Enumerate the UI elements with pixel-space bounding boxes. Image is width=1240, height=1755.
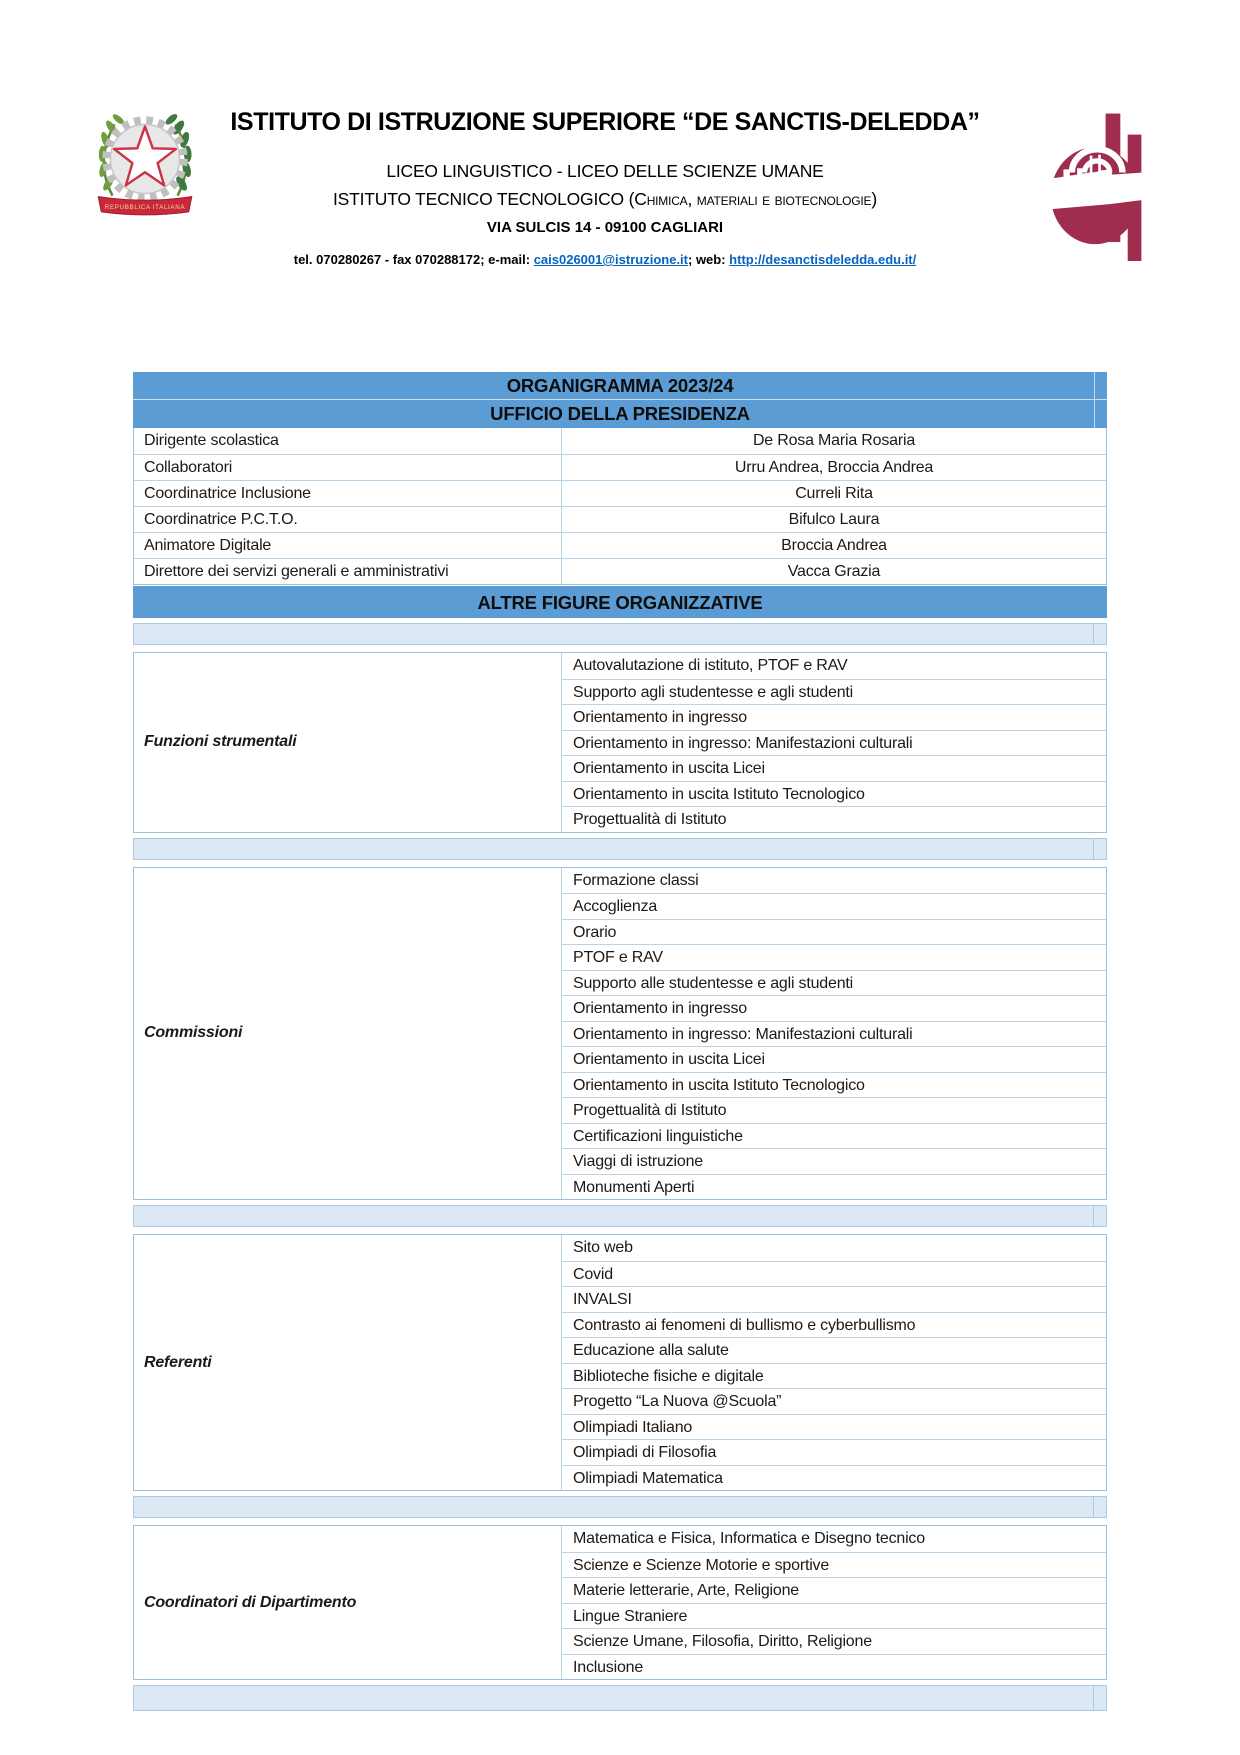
list-item: Scienze e Scienze Motorie e sportive: [562, 1552, 1106, 1578]
table-row: [134, 532, 1106, 558]
spacer-row: [133, 838, 1107, 860]
letterhead: [0, 0, 1240, 320]
list-item: Supporto alle studentesse e agli studenti: [562, 970, 1106, 996]
list-item: Olimpiadi Matematica: [562, 1465, 1106, 1491]
name-cell: Curreli Rita: [561, 481, 1106, 506]
section-label: Commissioni: [144, 1024, 243, 1042]
spacer-row: [133, 1496, 1107, 1518]
spacer-row: [133, 1205, 1107, 1227]
name-cell: Urru Andrea, Broccia Andrea: [561, 455, 1106, 480]
name-cell: De Rosa Maria Rosaria: [561, 428, 1106, 454]
role-cell: Coordinatrice Inclusione: [144, 485, 311, 502]
list-item: Autovalutazione di istituto, PTOF e RAV: [573, 657, 848, 674]
section-items: [561, 868, 1106, 1200]
list-item: Covid: [562, 1261, 1106, 1287]
list-item: PTOF e RAV: [562, 944, 1106, 970]
presidency-rows: [133, 428, 1107, 585]
list-item: Supporto agli studentesse e agli studenti: [562, 679, 1106, 705]
list-item: Materie letterarie, Arte, Religione: [562, 1577, 1106, 1603]
section-commissioni: [133, 867, 1107, 1201]
name-cell: Bifulco Laura: [561, 507, 1106, 532]
website-link[interactable]: http://desanctisdeledda.edu.it/: [729, 252, 917, 267]
list-item: Viaggi di istruzione: [562, 1148, 1106, 1174]
school-line2: ISTITUTO TECNICO TECNOLOGICO (Chimica, materiali e biotecnologie): [333, 189, 877, 209]
list-item: Sito web: [573, 1239, 633, 1256]
role-cell: Coordinatrice P.C.T.O.: [144, 511, 298, 528]
email-link[interactable]: cais026001@istruzione.it: [533, 252, 688, 267]
list-item: Orientamento in uscita Licei: [562, 755, 1106, 781]
table-row: [134, 506, 1106, 532]
table-row: [134, 454, 1106, 480]
list-item: Orientamento in uscita Istituto Tecnologico: [562, 781, 1106, 807]
spacer-row: [133, 1685, 1107, 1711]
name-cell: Vacca Grazia: [561, 559, 1106, 584]
section-label: Funzioni strumentali: [144, 733, 297, 751]
list-item: Educazione alla salute: [562, 1337, 1106, 1363]
table-title-organigramma: ORGANIGRAMMA 2023/24: [133, 372, 1107, 400]
list-item: Orientamento in uscita Istituto Tecnologico: [562, 1072, 1106, 1098]
table-row: [134, 428, 1106, 454]
list-item: Olimpiadi di Filosofia: [562, 1439, 1106, 1465]
sections-container: [133, 623, 1107, 1711]
list-item: Contrasto ai fenomeni di bullismo e cyberbullismo: [562, 1312, 1106, 1338]
list-item: Matematica e Fisica, Informatica e Disegno tecnico: [573, 1530, 925, 1547]
list-item: Orientamento in ingresso: Manifestazioni culturali: [562, 1021, 1106, 1047]
list-item: Orario: [562, 919, 1106, 945]
list-item: Orientamento in ingresso: [562, 704, 1106, 730]
list-item: Orientamento in ingresso: [562, 995, 1106, 1021]
list-item: Progetto “La Nuova @Scuola”: [562, 1388, 1106, 1414]
list-item: Olimpiadi Italiano: [562, 1414, 1106, 1440]
section-coordinatori-di-dipartimento: [133, 1525, 1107, 1680]
list-item: Scienze Umane, Filosofia, Diritto, Religione: [562, 1628, 1106, 1654]
list-item: Inclusione: [562, 1654, 1106, 1680]
altre-figure-header: ALTRE FIGURE ORGANIZZATIVE: [133, 585, 1107, 618]
name-cell: Broccia Andrea: [561, 533, 1106, 558]
list-item: Progettualità di Istituto: [562, 1097, 1106, 1123]
section-label: Coordinatori di Dipartimento: [144, 1593, 357, 1611]
spacer-row: [133, 623, 1107, 645]
list-item: Progettualità di Istituto: [562, 806, 1106, 832]
school-logo-icon: [1038, 103, 1190, 261]
table-row: [134, 558, 1106, 584]
role-cell: Dirigente scolastica: [144, 432, 279, 449]
school-line1: LICEO LINGUISTICO - LICEO DELLE SCIENZE UMANE: [386, 161, 824, 181]
school-name: ISTITUTO DI ISTRUZIONE SUPERIORE “DE SANCTIS-DELEDDA”: [230, 108, 980, 136]
table-title-presidenza: UFFICIO DELLA PRESIDENZA: [133, 400, 1107, 428]
section-label: Referenti: [144, 1353, 212, 1371]
section-items: [561, 1235, 1106, 1490]
list-item: Accoglienza: [562, 893, 1106, 919]
role-cell: Direttore dei servizi generali e amministrativi: [144, 563, 449, 580]
section-items: [561, 1526, 1106, 1679]
emblem-banner-text: REPUBBLICA ITALIANA: [104, 203, 186, 211]
role-cell: Animatore Digitale: [144, 537, 272, 554]
list-item: Orientamento in uscita Licei: [562, 1046, 1106, 1072]
list-item: Orientamento in ingresso: Manifestazioni culturali: [562, 730, 1106, 756]
list-item: INVALSI: [562, 1286, 1106, 1312]
list-item: Formazione classi: [573, 871, 699, 889]
table-row: [134, 480, 1106, 506]
section-funzioni-strumentali: [133, 652, 1107, 833]
role-cell: Collaboratori: [144, 459, 233, 476]
list-item: Biblioteche fisiche e digitale: [562, 1363, 1106, 1389]
letterhead-text: [205, 108, 1005, 267]
italian-republic-emblem-icon: [84, 98, 206, 220]
organigramma-table: [133, 372, 1107, 1711]
school-address: VIA SULCIS 14 - 09100 CAGLIARI: [486, 219, 724, 236]
list-item: Monumenti Aperti: [562, 1174, 1106, 1200]
contact-line: tel. 070280267 - fax 070288172; e-mail: cais026001@istruzione.it; web: http://desanctisdeledda.edu.it/: [293, 252, 917, 267]
section-items: [561, 653, 1106, 832]
section-referenti: [133, 1234, 1107, 1491]
list-item: Lingue Straniere: [562, 1603, 1106, 1629]
list-item: Certificazioni linguistiche: [562, 1123, 1106, 1149]
